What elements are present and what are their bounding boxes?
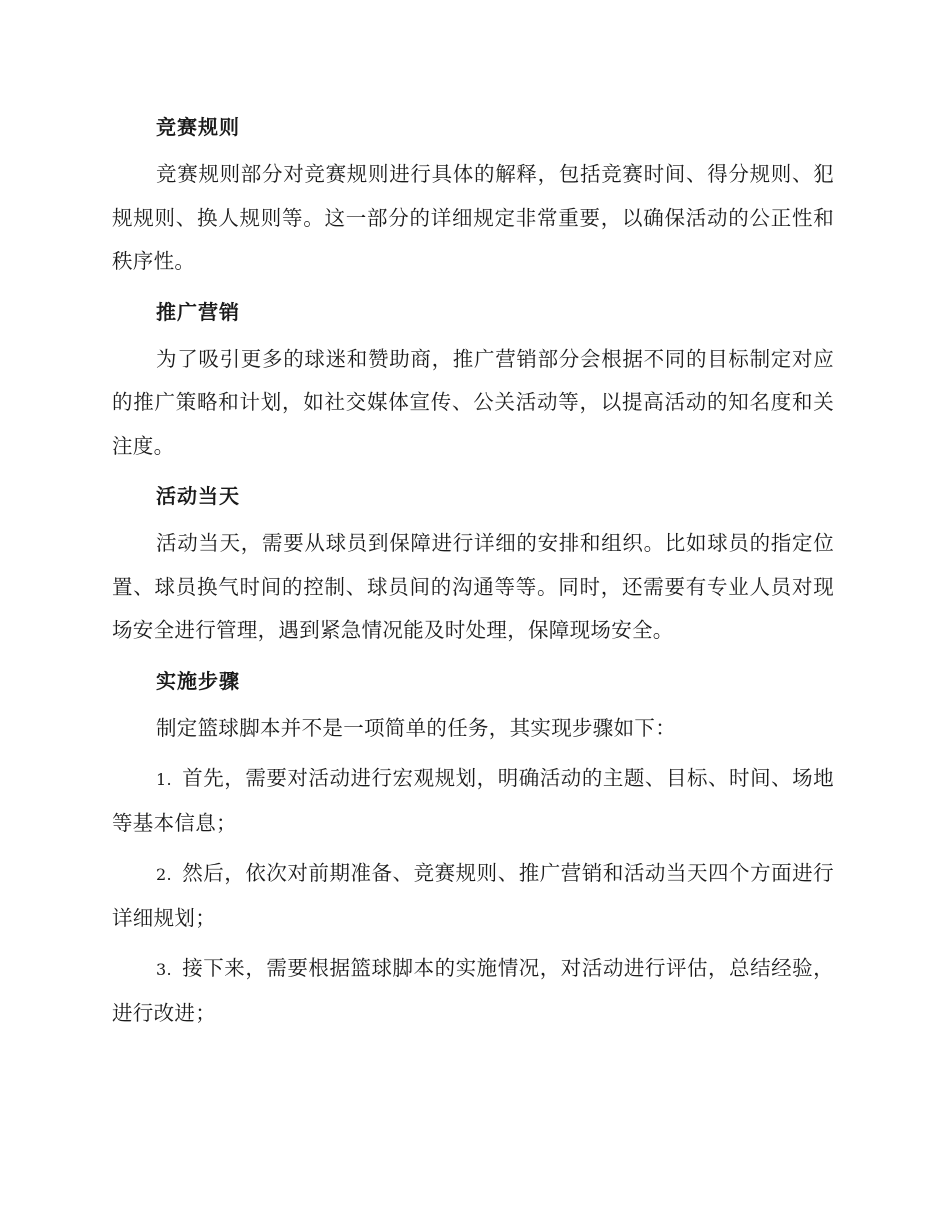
- list-item-number: 2.: [156, 865, 172, 884]
- list-item-text: 首先，需要对活动进行宏观规划，明确活动的主题、目标、时间、场地等基本信息；: [112, 766, 834, 835]
- list-item: [112, 947, 834, 1035]
- section-paragraph-event-day: 活动当天，需要从球员到保障进行详细的安排和组织。比如球员的指定位置、球员换气时间的控制、球员间的沟通等等。同时，还需要有专业人员对现场安全进行管理，遇到紧急情况能及时处理，保障现场安全。: [112, 531, 834, 642]
- section-heading-marketing: 推广营销: [156, 299, 240, 324]
- section-paragraph-rules: 竞赛规则部分对竞赛规则进行具体的解释，包括竞赛时间、得分规则、犯规规则、换人规则等。这一部分的详细规定非常重要，以确保活动的公正性和秩序性。: [112, 162, 834, 273]
- section-paragraph-steps: 制定篮球脚本并不是一项简单的任务，其实现步骤如下：: [156, 715, 676, 740]
- list-item: [112, 852, 834, 940]
- list-item-number: 3.: [156, 960, 172, 979]
- section-heading-steps: 实施步骤: [156, 668, 240, 693]
- section-heading-event-day: 活动当天: [156, 484, 240, 508]
- list-item: [112, 757, 834, 845]
- list-item-number: 1.: [156, 770, 172, 789]
- document-page: [112, 106, 834, 1042]
- list-item-text: 然后，依次对前期准备、竞赛规则、推广营销和活动当天四个方面进行详细规划；: [112, 861, 834, 930]
- section-paragraph-marketing: 为了吸引更多的球迷和赞助商，推广营销部分会根据不同的目标制定对应的推广策略和计划，如社交媒体宣传、公关活动等，以提高活动的知名度和关注度。: [112, 346, 834, 458]
- section-heading-rules: 竞赛规则: [156, 115, 240, 139]
- list-item-text: 接下来，需要根据篮球脚本的实施情况，对活动进行评估，总结经验，进行改进；: [112, 956, 834, 1025]
